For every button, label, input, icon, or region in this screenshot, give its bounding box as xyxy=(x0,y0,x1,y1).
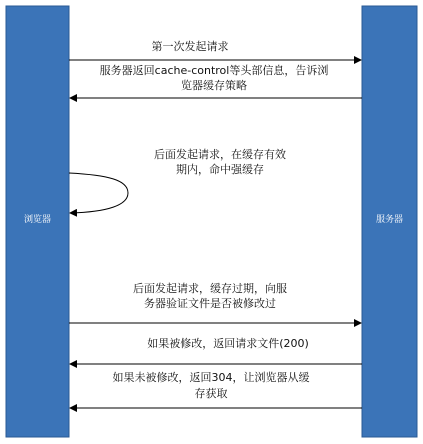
msg4-label-line2: 务器验证文件是否被修改过 xyxy=(144,297,276,310)
msg2-label-line2: 览器缓存策略 xyxy=(181,79,247,92)
msg6-label-line2: 存获取 xyxy=(194,387,228,400)
msg3-label-line2: 期内，命中强缓存 xyxy=(176,163,264,176)
browser-label: 浏览器 xyxy=(23,215,52,225)
msg2-label-line1: 服务器返回cache-control等头部信息，告诉浏 xyxy=(99,64,329,77)
msg3-self-loop-arrow xyxy=(69,173,128,213)
server-label: 服务器 xyxy=(375,215,404,225)
msg3-label-line1: 后面发起请求，在缓存有效 xyxy=(154,148,286,161)
msg4-label-line1: 后面发起请求，缓存过期，向服 xyxy=(133,282,287,295)
msg6-label-line1: 如果未被修改，返回304，让浏览器从缓 xyxy=(112,371,310,384)
msg1-label: 第一次发起请求 xyxy=(151,40,229,53)
msg5-label: 如果被修改，返回请求文件(200) xyxy=(147,337,309,350)
